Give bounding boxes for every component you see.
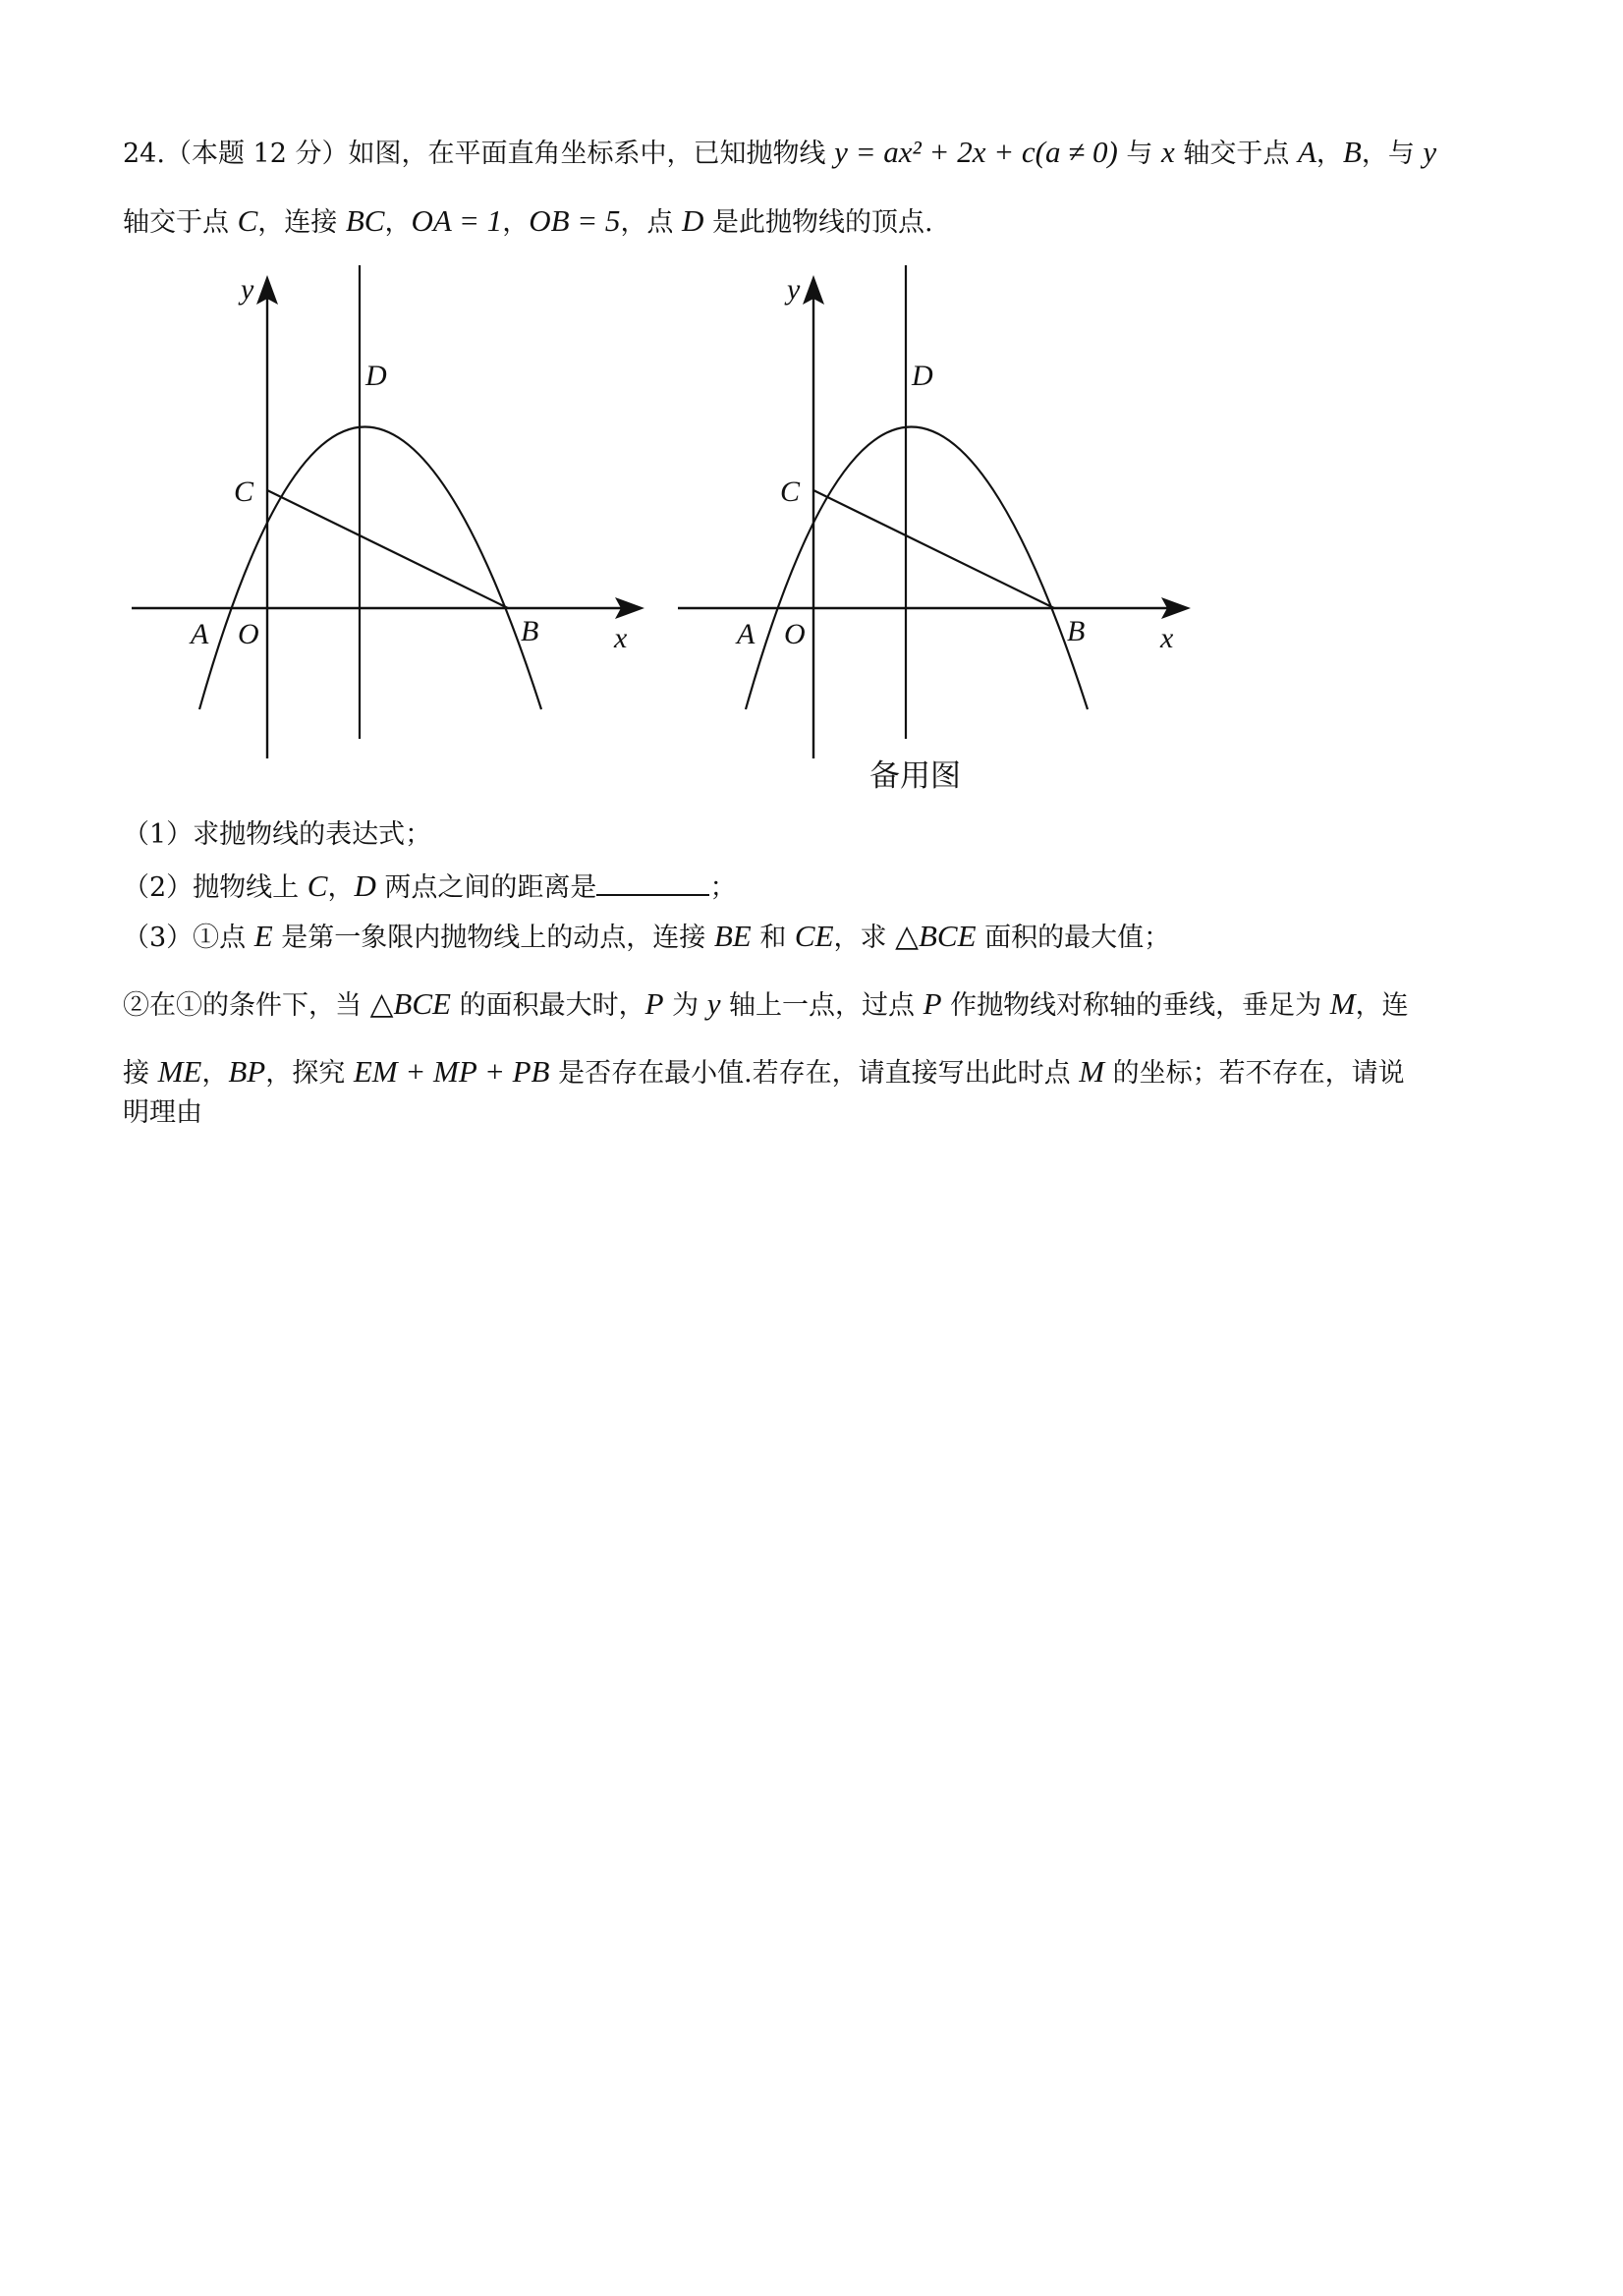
text: ，连 bbox=[1355, 990, 1409, 1021]
text: ，求 bbox=[833, 923, 896, 953]
label-B: B bbox=[1067, 615, 1086, 647]
point-E: E bbox=[253, 919, 273, 953]
label-C: C bbox=[234, 476, 254, 508]
point-C: C bbox=[237, 203, 258, 238]
label-D: D bbox=[912, 360, 933, 392]
problem-number: 24. bbox=[123, 139, 165, 169]
parabola-condition: (a ≠ 0) bbox=[1035, 135, 1118, 169]
text: 是此抛物线的顶点. bbox=[703, 207, 933, 238]
triangle-BCE: △BCE bbox=[895, 919, 977, 953]
point-B: B bbox=[1342, 135, 1362, 169]
text: 两点之间的距离是 bbox=[375, 872, 597, 903]
question-1: （1）求抛物线的表达式； bbox=[123, 819, 432, 850]
triangle-BCE: △BCE bbox=[369, 986, 451, 1021]
point-D: D bbox=[354, 868, 376, 903]
var-x: x bbox=[1161, 135, 1175, 169]
text: 作抛物线对称轴的垂线，垂足为 bbox=[941, 990, 1330, 1021]
text: 与 bbox=[1117, 139, 1162, 169]
question-3-part-2-line-1 bbox=[123, 987, 1409, 1023]
text: 是第一象限内抛物线上的动点，连接 bbox=[272, 923, 714, 953]
text: 和 bbox=[751, 923, 795, 953]
question-3-part-2-line-3: 明理由 bbox=[123, 1097, 202, 1128]
question-3-part-2-line-2 bbox=[123, 1055, 1405, 1091]
parabola-curve bbox=[746, 427, 1088, 710]
segment-BC: BC bbox=[345, 203, 385, 238]
question-2 bbox=[123, 868, 736, 905]
segment-ME: ME bbox=[157, 1054, 202, 1089]
text: ， bbox=[502, 207, 530, 238]
segment-CE: CE bbox=[794, 919, 834, 953]
point-D: D bbox=[682, 203, 704, 238]
problem-score: （本题 12 分） bbox=[164, 139, 349, 169]
text: （2）抛物线上 bbox=[123, 872, 308, 903]
figure-backup bbox=[664, 257, 1214, 768]
label-y: y bbox=[787, 273, 801, 306]
text: 接 bbox=[123, 1058, 158, 1089]
answer-blank[interactable] bbox=[596, 868, 709, 896]
segment-BC-line bbox=[267, 490, 508, 608]
question-3-part-1 bbox=[123, 920, 1170, 955]
text: 轴交于点 bbox=[123, 207, 238, 238]
point-C: C bbox=[307, 868, 328, 903]
label-y: y bbox=[241, 273, 254, 306]
problem-line-1 bbox=[123, 136, 1436, 171]
text: 轴交于点 bbox=[1174, 139, 1298, 169]
point-M: M bbox=[1079, 1054, 1105, 1089]
point-M: M bbox=[1329, 986, 1356, 1021]
label-A: A bbox=[191, 618, 209, 650]
text: ②在①的条件下，当 bbox=[123, 990, 370, 1021]
text: ，连接 bbox=[257, 207, 346, 238]
text: 是否存在最小值.若存在，请直接写出此时点 bbox=[549, 1058, 1080, 1089]
text: ； bbox=[709, 872, 737, 903]
text: 的坐标；若不存在，请说 bbox=[1104, 1058, 1405, 1089]
given-OA: OA = 1 bbox=[411, 203, 503, 238]
figure-main bbox=[118, 257, 668, 768]
text: 如图，在平面直角坐标系中，已知抛物线 bbox=[348, 139, 835, 169]
point-P: P bbox=[923, 986, 942, 1021]
label-x: x bbox=[1160, 622, 1174, 654]
text: ，点 bbox=[620, 207, 683, 238]
label-x: x bbox=[614, 622, 628, 654]
text: 为 bbox=[663, 990, 707, 1021]
var-y: y bbox=[1423, 135, 1437, 169]
point-P: P bbox=[644, 986, 664, 1021]
text: 的面积最大时， bbox=[450, 990, 645, 1021]
text: （3）①点 bbox=[123, 923, 254, 953]
text: ， bbox=[327, 872, 355, 903]
text: 轴上一点，过点 bbox=[720, 990, 923, 1021]
label-A: A bbox=[737, 618, 756, 650]
label-D: D bbox=[365, 360, 387, 392]
text: ，探究 bbox=[265, 1058, 354, 1089]
text: 面积的最大值； bbox=[976, 923, 1171, 953]
label-B: B bbox=[521, 615, 539, 647]
text: ， bbox=[1315, 139, 1343, 169]
text: ， bbox=[201, 1058, 229, 1089]
text: ， bbox=[384, 207, 412, 238]
segment-BC-line bbox=[813, 490, 1054, 608]
point-A: A bbox=[1297, 135, 1316, 169]
parabola-curve bbox=[199, 427, 541, 710]
segment-BE: BE bbox=[713, 919, 752, 953]
var-y: y bbox=[706, 986, 721, 1021]
parabola-equation: y = ax² + 2x + c bbox=[834, 135, 1035, 169]
text: ，与 bbox=[1361, 139, 1424, 169]
given-OB: OB = 5 bbox=[529, 203, 621, 238]
backup-figure-caption: 备用图 bbox=[869, 758, 961, 794]
problem-line-2 bbox=[123, 204, 933, 240]
label-O: O bbox=[784, 618, 806, 650]
label-O: O bbox=[238, 618, 259, 650]
expression-sum: EM + MP + PB bbox=[353, 1054, 550, 1089]
segment-BP: BP bbox=[228, 1054, 266, 1089]
label-C: C bbox=[780, 476, 801, 508]
